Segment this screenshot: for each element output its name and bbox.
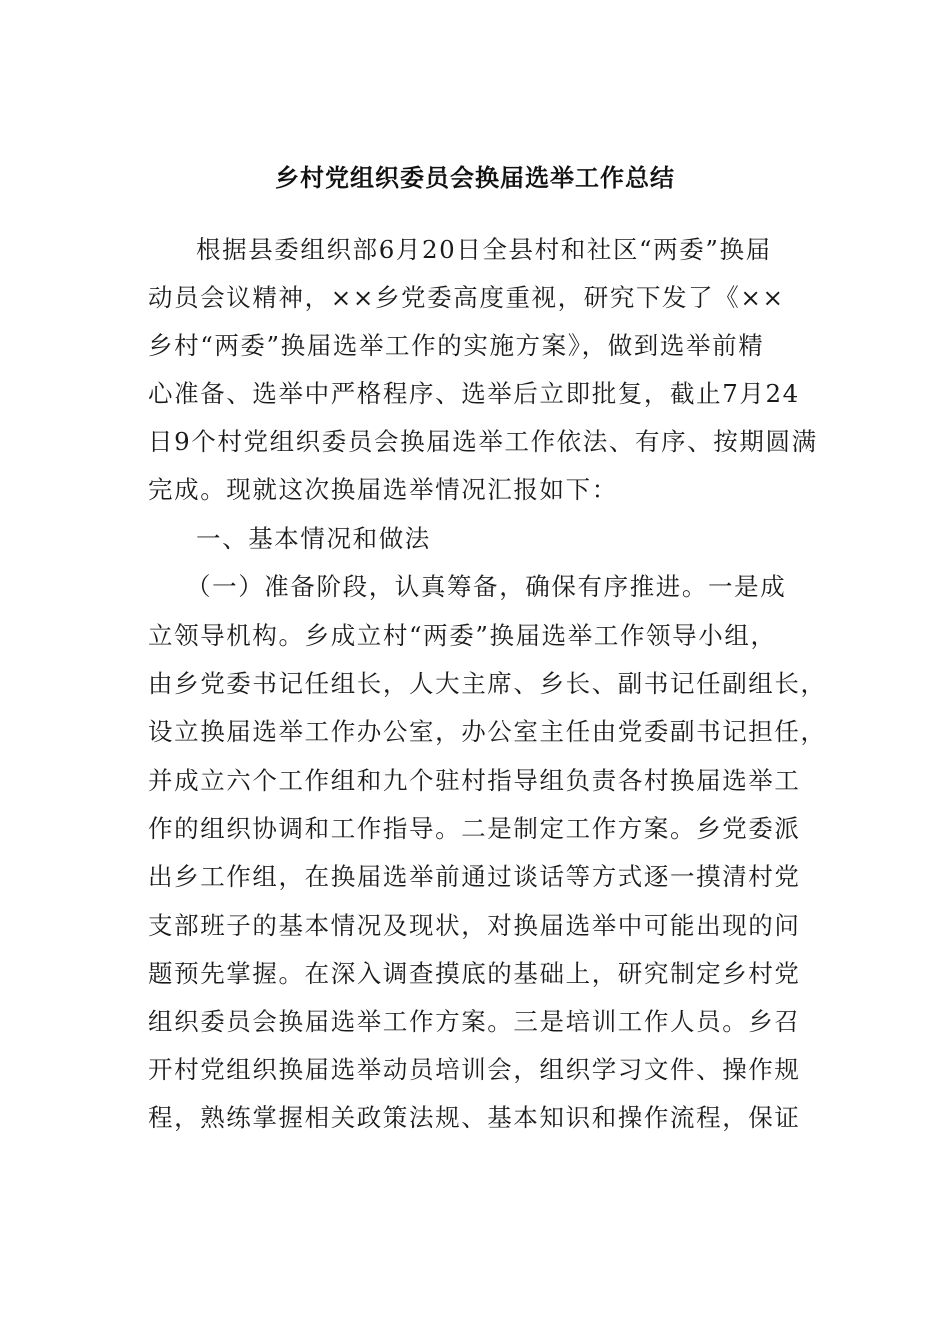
paragraph-line: 日9个村党组织委员会换届选举工作依法、有序、按期圆满 <box>148 427 818 456</box>
paragraph-line: 完成。现就这次换届选举情况汇报如下： <box>148 475 618 504</box>
paragraph-line: 支部班子的基本情况及现状，对换届选举中可能出现的问 <box>148 911 801 940</box>
paragraph-line: 题预先掌握。在深入调查摸底的基础上，研究制定乡村党 <box>148 959 801 988</box>
paragraph-line: 程，熟练掌握相关政策法规、基本知识和操作流程，保证 <box>148 1103 801 1132</box>
paragraph-line: 作的组织协调和工作指导。二是制定工作方案。乡党委派 <box>148 814 801 843</box>
paragraph-line: 由乡党委书记任组长，人大主席、乡长、副书记任副组长， <box>148 669 827 698</box>
paragraph-line: 根据县委组织部6月20日全县村和社区“两委”换届 <box>196 235 772 264</box>
paragraph-line: 乡村“两委”换届选举工作的实施方案》，做到选举前精 <box>148 331 765 360</box>
paragraph-line: 动员会议精神，××乡党委高度重视，研究下发了《×× <box>148 283 785 312</box>
paragraph-line: 立领导机构。乡成立村“两委”换届选举工作领导小组， <box>148 621 777 650</box>
document-title: 乡村党组织委员会换届选举工作总结 <box>275 163 675 192</box>
paragraph-line: （一）准备阶段，认真筹备，确保有序推进。一是成 <box>186 572 787 601</box>
paragraph-line: 开村党组织换届选举动员培训会，组织学习文件、操作规 <box>148 1055 801 1084</box>
paragraph-line: 心准备、选举中严格程序、选举后立即批复，截止7月24 <box>148 379 800 408</box>
paragraph-line: 组织委员会换届选举工作方案。三是培训工作人员。乡召 <box>148 1007 801 1036</box>
section-heading: 一、基本情况和做法 <box>196 524 431 553</box>
paragraph-line: 出乡工作组，在换届选举前通过谈话等方式逐一摸清村党 <box>148 862 801 891</box>
paragraph-line: 设立换届选举工作办公室，办公室主任由党委副书记担任， <box>148 717 827 746</box>
paragraph-line: 并成立六个工作组和九个驻村指导组负责各村换届选举工 <box>148 766 801 795</box>
